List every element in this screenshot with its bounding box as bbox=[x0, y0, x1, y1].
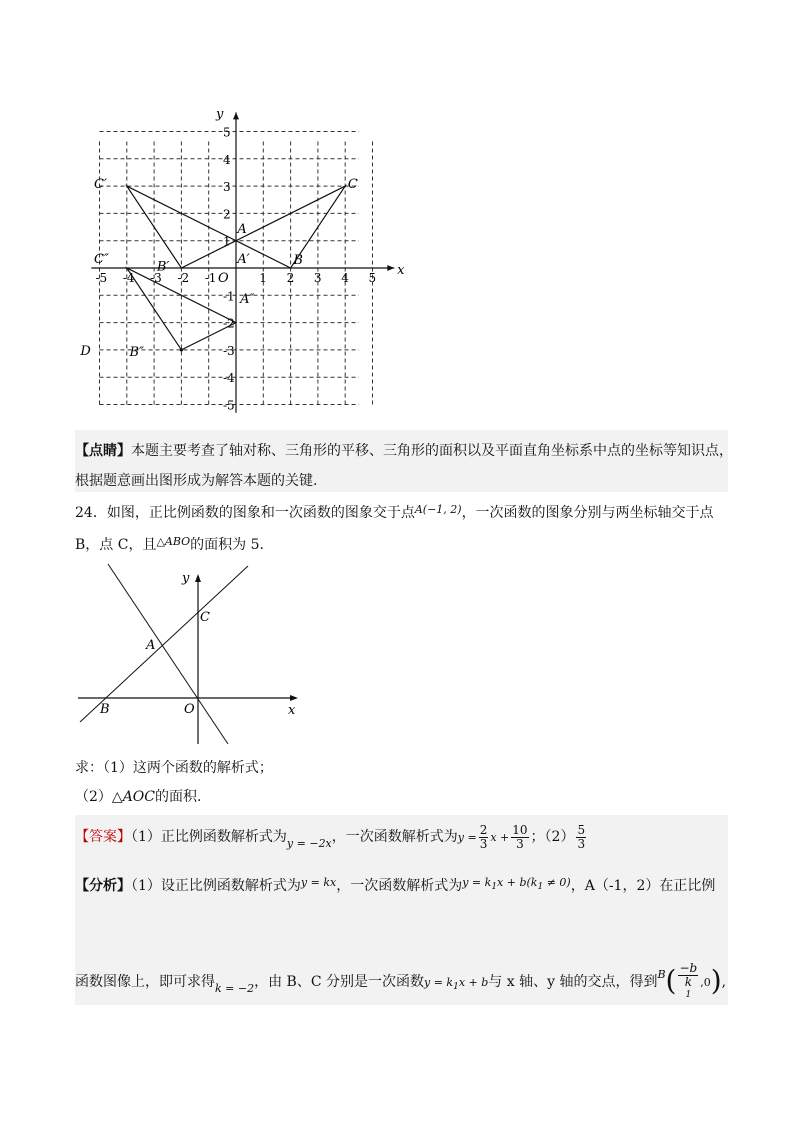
y-tick-label: -2 bbox=[223, 316, 235, 331]
label-o: O bbox=[184, 702, 195, 717]
fraction-5-3: $\frac{5}{3}$ bbox=[577, 822, 586, 851]
y-tick-label: 4 bbox=[223, 152, 231, 167]
label-a-double-prime: A″ bbox=[240, 291, 255, 307]
label-a-prime: A′ bbox=[237, 251, 250, 267]
analysis-tag: 【分析】 bbox=[75, 878, 131, 894]
x-tick-label: 5 bbox=[368, 271, 377, 285]
label-d: D bbox=[80, 343, 91, 359]
y-tick-label: -5 bbox=[223, 398, 235, 413]
question-24-line-1: 24．如图，正比例函数的图象和一次函数的图象交于点$^{A(-1, 2)}$，一次函数的图象分别与两坐标轴交于点 bbox=[75, 503, 714, 521]
label-b: B bbox=[100, 702, 110, 717]
y-tick-label: 3 bbox=[223, 180, 231, 195]
x-tick-label: 3 bbox=[313, 271, 322, 285]
x-axis-arrow bbox=[290, 695, 298, 701]
fraction-2-3: $\frac{2}{3}$ bbox=[479, 822, 488, 851]
fraction-10-3: $\frac{10}{3}$ bbox=[512, 822, 528, 851]
point-a-coordinates: A(−1, 2) bbox=[414, 503, 462, 516]
x-tick-label: 1 bbox=[259, 271, 267, 285]
label-c-prime: C′ bbox=[94, 177, 107, 193]
x-axis-label: x bbox=[288, 703, 296, 718]
analysis-line-1: 【分析】（1）设正比例函数解析式为$^{y = kx}$，一次函数解析式为$^{y = k_1x + b(k_1 \ne 0)}$，A（-1，2）在正比例 bbox=[75, 876, 716, 894]
ask-line-1: 求：（1）这两个函数的解析式； bbox=[75, 760, 273, 776]
y-tick-label: 5 bbox=[223, 125, 231, 140]
x-tick-label: 2 bbox=[286, 271, 295, 285]
triangle-abo: △ABO bbox=[156, 535, 191, 548]
triangle-aoc: △AOC bbox=[111, 789, 155, 805]
x-tick-label: 4 bbox=[341, 271, 349, 285]
proportional-function-line bbox=[108, 564, 228, 744]
y-axis-label: y bbox=[216, 106, 224, 122]
comment-tag: 【点睛】 bbox=[75, 443, 131, 459]
x-tick-label: -4 bbox=[122, 271, 135, 285]
answer-tag: 【答案】 bbox=[75, 829, 131, 845]
y-tick-label: 1 bbox=[223, 234, 231, 249]
y-axis-arrow bbox=[233, 112, 239, 119]
label-b-prime: B′ bbox=[156, 259, 170, 275]
question-24-line-2: B，点 C，且$^{\triangle ABO}$的面积为 5. bbox=[75, 535, 264, 553]
y-tick-label: 2 bbox=[223, 207, 231, 222]
label-c: C bbox=[347, 177, 358, 193]
y-tick-label: -1 bbox=[223, 289, 235, 304]
y-axis-arrow bbox=[195, 574, 201, 582]
comment-line-2: 根据题意画出图形成为解答本题的关键. bbox=[75, 473, 318, 489]
point-d-dot bbox=[180, 348, 183, 351]
ask-line-2: （2）△AOC的面积. bbox=[75, 789, 202, 805]
x-tick-label: -3 bbox=[150, 271, 162, 285]
coordinate-grid-svg bbox=[75, 95, 407, 430]
x-tick-label: -5 bbox=[95, 271, 108, 285]
answer-eq-1: y = −2x bbox=[286, 837, 332, 850]
answer-line: 【答案】（1）正比例函数解析式为$_{y = -2x}$，一次函数解析式为y = $\frac{2}{3}$ x + $\frac{10}{3}$ ；（2） $\frac{5}{3}$ bbox=[75, 822, 586, 851]
x-tick-label: -2 bbox=[177, 271, 190, 285]
x-axis-arrow bbox=[387, 265, 394, 271]
label-c-double-prime: C″ bbox=[94, 252, 109, 267]
label-b-double-prime: B″ bbox=[129, 344, 144, 360]
origin-label: O bbox=[218, 271, 229, 286]
analysis-line-2: 函数图像上，即可求得$_{k = -2}$，由 B、C 分别是一次函数$y = k_1x + b$与 x 轴、y 轴的交点，得到$^B$( −b k 1 ,0), bbox=[75, 961, 727, 1000]
label-a: A bbox=[146, 638, 156, 653]
function-graph-svg bbox=[70, 562, 310, 752]
function-graph-figure bbox=[70, 562, 310, 752]
y-tick-label: -3 bbox=[223, 343, 235, 358]
label-a: A bbox=[237, 222, 247, 238]
y-tick-label: -4 bbox=[223, 371, 235, 386]
label-b: B bbox=[293, 253, 303, 268]
y-axis-label: y bbox=[182, 571, 190, 586]
x-axis-label: x bbox=[397, 263, 405, 278]
coordinate-grid-figure bbox=[75, 95, 407, 430]
comment-line-1: 【点睛】本题主要考查了轴对称、三角形的平移、三角形的面积以及平面直角坐标系中点的坐标等知识点， bbox=[75, 443, 733, 459]
fraction-neg-b-over-k1: −b k 1 bbox=[679, 961, 698, 1000]
label-c: C bbox=[200, 610, 210, 625]
x-tick-label: -1 bbox=[204, 271, 217, 285]
